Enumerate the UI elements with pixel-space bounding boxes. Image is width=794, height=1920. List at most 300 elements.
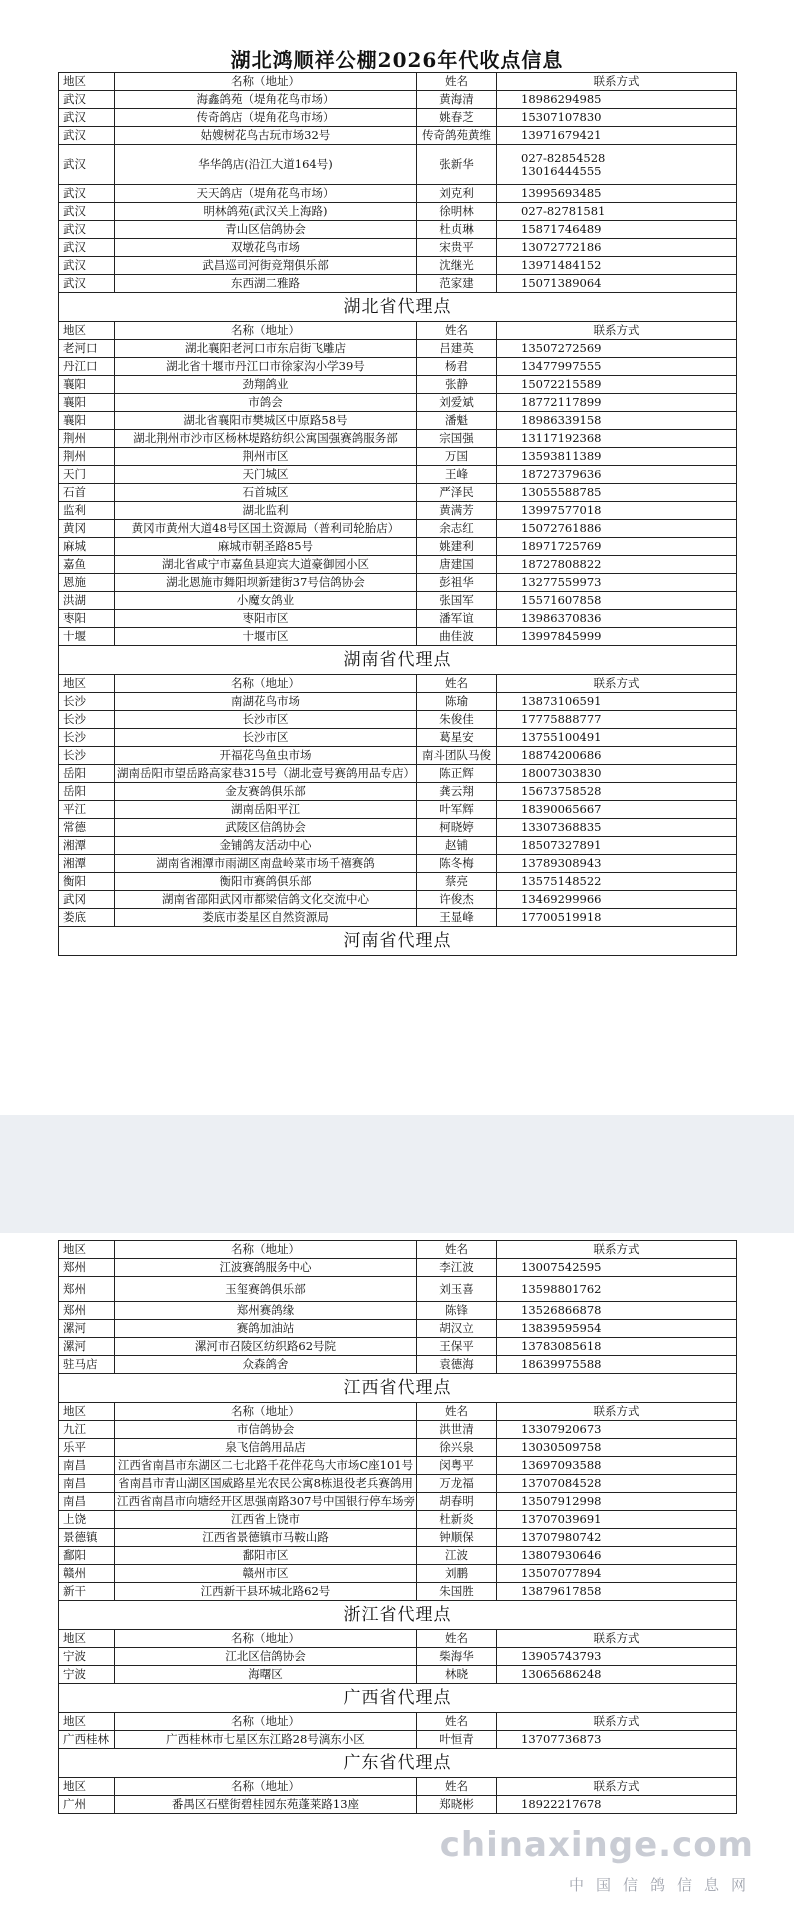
region-cell: 武冈: [59, 891, 115, 909]
table-row: [59, 1666, 737, 1684]
column-header: 地区: [59, 1713, 115, 1731]
contact-name-cell: 宋贵平: [417, 239, 497, 257]
phone-cell: 18390065667: [497, 801, 737, 819]
address-cell: 金铺鸽友活动中心: [115, 837, 417, 855]
table-row: [59, 729, 737, 747]
table-row: [59, 1439, 737, 1457]
phone-cell: 13707980742: [497, 1529, 737, 1547]
phone-cell: 13007542595: [497, 1259, 737, 1277]
column-header: 姓名: [417, 73, 497, 91]
phone-cell: 13789308943: [497, 855, 737, 873]
table-row: [59, 801, 737, 819]
table-row: [59, 145, 737, 185]
contact-name-cell: 姚建利: [417, 538, 497, 556]
table-row: [59, 610, 737, 628]
address-cell: 湖南省邵阳武冈市都梁信鸽文化交流中心: [115, 891, 417, 909]
address-cell: 华华鸽店(沿江大道164号): [115, 145, 417, 185]
address-cell: 湖北荆州市沙市区杨林堤路纺织公寓国强赛鸽服务部: [115, 430, 417, 448]
region-cell: 赣州: [59, 1565, 115, 1583]
region-cell: 老河口: [59, 340, 115, 358]
contact-name-cell: 万国: [417, 448, 497, 466]
table-row: [59, 711, 737, 729]
region-cell: 漯河: [59, 1320, 115, 1338]
phone-cell: 13986370836: [497, 610, 737, 628]
phone-cell: 13707736873: [497, 1731, 737, 1749]
phone-cell: 18874200686: [497, 747, 737, 765]
section-heading-row: [59, 1374, 737, 1403]
contact-name-cell: 彭祖华: [417, 574, 497, 592]
table-row: [59, 358, 737, 376]
phone-cell: 15071389064: [497, 275, 737, 293]
page-gap: [0, 1115, 794, 1233]
table-row: [59, 1277, 737, 1302]
address-cell: 麻城市朝圣路85号: [115, 538, 417, 556]
region-cell: 长沙: [59, 711, 115, 729]
phone-cell: 15673758528: [497, 783, 737, 801]
contact-name-cell: 王显峰: [417, 909, 497, 927]
address-cell: 南湖花鸟市场: [115, 693, 417, 711]
phone-cell: 027-82854528 13016444555: [497, 145, 737, 185]
table-row: [59, 1796, 737, 1814]
table-row: [59, 412, 737, 430]
region-cell: 郑州: [59, 1302, 115, 1320]
region-cell: 武汉: [59, 203, 115, 221]
table-row: [59, 109, 737, 127]
table-row: [59, 538, 737, 556]
column-header: 地区: [59, 73, 115, 91]
region-cell: 广西桂林: [59, 1731, 115, 1749]
region-cell: 荆州: [59, 448, 115, 466]
contact-name-cell: 传奇鸽苑黄维: [417, 127, 497, 145]
region-cell: 长沙: [59, 729, 115, 747]
region-cell: 衡阳: [59, 873, 115, 891]
contact-name-cell: 余志红: [417, 520, 497, 538]
address-cell: 武昌巡司河街竞翔俱乐部: [115, 257, 417, 275]
table-row: [59, 466, 737, 484]
header-row: [59, 1630, 737, 1648]
address-cell: 漯河市召陵区纺织路62号院: [115, 1338, 417, 1356]
phone-cell: 15072761886: [497, 520, 737, 538]
contact-name-cell: 宗国强: [417, 430, 497, 448]
region-cell: 黄冈: [59, 520, 115, 538]
region-cell: 常德: [59, 819, 115, 837]
region-cell: 漯河: [59, 1338, 115, 1356]
phone-cell: 15871746489: [497, 221, 737, 239]
table-row: [59, 1356, 737, 1374]
phone-cell: 13873106591: [497, 693, 737, 711]
contact-name-cell: 刘玉喜: [417, 1277, 497, 1302]
column-header: 地区: [59, 1403, 115, 1421]
region-cell: 上饶: [59, 1511, 115, 1529]
address-cell: 郑州赛鸽缘: [115, 1302, 417, 1320]
phone-cell: 13971679421: [497, 127, 737, 145]
region-cell: 宁波: [59, 1666, 115, 1684]
contact-name-cell: 林晓: [417, 1666, 497, 1684]
region-cell: 武汉: [59, 257, 115, 275]
phone-cell: 13598801762: [497, 1277, 737, 1302]
contact-name-cell: 王峰: [417, 466, 497, 484]
address-cell: 海曙区: [115, 1666, 417, 1684]
contact-name-cell: 徐兴泉: [417, 1439, 497, 1457]
table-row: [59, 574, 737, 592]
region-cell: 丹江口: [59, 358, 115, 376]
table-row: [59, 484, 737, 502]
phone-cell: 18727808822: [497, 556, 737, 574]
contact-name-cell: 叶军辉: [417, 801, 497, 819]
column-header: 联系方式: [497, 1778, 737, 1796]
table-row: [59, 1648, 737, 1666]
address-cell: 衡阳市赛鸽俱乐部: [115, 873, 417, 891]
region-cell: 长沙: [59, 693, 115, 711]
address-cell: 泉飞信鸽用品店: [115, 1439, 417, 1457]
address-cell: 长沙市区: [115, 711, 417, 729]
region-cell: 娄底: [59, 909, 115, 927]
table-row: [59, 1338, 737, 1356]
region-cell: 岳阳: [59, 765, 115, 783]
address-cell: 天天鸽店（堤角花鸟市场）: [115, 185, 417, 203]
contact-name-cell: 陈锋: [417, 1302, 497, 1320]
region-cell: 乐平: [59, 1439, 115, 1457]
contact-name-cell: 黄海清: [417, 91, 497, 109]
collection-points-table-2: [58, 1240, 737, 1814]
page-two: [0, 1233, 794, 1920]
region-cell: 长沙: [59, 747, 115, 765]
region-cell: 平江: [59, 801, 115, 819]
address-cell: 黄冈市黄州大道48号区国土资源局（普利司轮胎店）: [115, 520, 417, 538]
region-cell: 湘潭: [59, 855, 115, 873]
region-cell: 天门: [59, 466, 115, 484]
contact-name-cell: 龚云翔: [417, 783, 497, 801]
column-header: 名称（地址）: [115, 1630, 417, 1648]
table-row: [59, 203, 737, 221]
column-header: 姓名: [417, 1630, 497, 1648]
region-cell: 洪湖: [59, 592, 115, 610]
phone-cell: 13707084528: [497, 1475, 737, 1493]
contact-name-cell: 胡春明: [417, 1493, 497, 1511]
table-row: [59, 1302, 737, 1320]
column-header: 名称（地址）: [115, 322, 417, 340]
contact-name-cell: 郑晓彬: [417, 1796, 497, 1814]
column-header: 联系方式: [497, 675, 737, 693]
address-cell: 番禺区石壁街碧桂园东苑蓬莱路13座: [115, 1796, 417, 1814]
contact-name-cell: 唐建国: [417, 556, 497, 574]
address-cell: 湖北监利: [115, 502, 417, 520]
phone-cell: 13507077894: [497, 1565, 737, 1583]
phone-cell: 13030509758: [497, 1439, 737, 1457]
contact-name-cell: 曲佳波: [417, 628, 497, 646]
address-cell: 赣州市区: [115, 1565, 417, 1583]
table-row: [59, 747, 737, 765]
region-cell: 石首: [59, 484, 115, 502]
region-cell: 麻城: [59, 538, 115, 556]
contact-name-cell: 陈正辉: [417, 765, 497, 783]
region-cell: 监利: [59, 502, 115, 520]
address-cell: 玉玺赛鸽俱乐部: [115, 1277, 417, 1302]
address-cell: 湖北省咸宁市嘉鱼县迎宾大道豪御园小区: [115, 556, 417, 574]
header-row: [59, 1241, 737, 1259]
table-row: [59, 502, 737, 520]
contact-name-cell: 赵铺: [417, 837, 497, 855]
contact-name-cell: 严泽民: [417, 484, 497, 502]
address-cell: 天门城区: [115, 466, 417, 484]
phone-cell: 18772117899: [497, 394, 737, 412]
region-cell: 郑州: [59, 1259, 115, 1277]
phone-cell: 13469299966: [497, 891, 737, 909]
region-cell: 九江: [59, 1421, 115, 1439]
contact-name-cell: 刘鹏: [417, 1565, 497, 1583]
region-cell: 武汉: [59, 109, 115, 127]
contact-name-cell: 朱俊佳: [417, 711, 497, 729]
contact-name-cell: 李江波: [417, 1259, 497, 1277]
region-cell: 武汉: [59, 185, 115, 203]
address-cell: 湖南省湘潭市雨湖区南盘岭菜市场千禧赛鸽: [115, 855, 417, 873]
contact-name-cell: 陈冬梅: [417, 855, 497, 873]
column-header: 名称（地址）: [115, 1241, 417, 1259]
contact-name-cell: 陈瑜: [417, 693, 497, 711]
table-row: [59, 340, 737, 358]
section-heading-row: [59, 927, 737, 956]
table-row: [59, 1259, 737, 1277]
address-cell: 湖北襄阳老河口市东启街飞雕店: [115, 340, 417, 358]
phone-cell: 13307920673: [497, 1421, 737, 1439]
column-header: 姓名: [417, 1241, 497, 1259]
phone-cell: 13526866878: [497, 1302, 737, 1320]
column-header: 联系方式: [497, 322, 737, 340]
phone-cell: 18507327891: [497, 837, 737, 855]
address-cell: 荆州市区: [115, 448, 417, 466]
address-cell: 娄底市娄星区自然资源局: [115, 909, 417, 927]
watermark-site-name: 中国信鸽信息网: [568, 1876, 758, 1894]
contact-name-cell: 杜贞琳: [417, 221, 497, 239]
contact-name-cell: 江波: [417, 1547, 497, 1565]
column-header: 姓名: [417, 675, 497, 693]
collection-points-table-1: [58, 72, 737, 956]
section-heading-row: [59, 1601, 737, 1630]
column-header: 联系方式: [497, 73, 737, 91]
phone-cell: 13697093588: [497, 1457, 737, 1475]
contact-name-cell: 王保平: [417, 1338, 497, 1356]
address-cell: 鄱阳市区: [115, 1547, 417, 1565]
section-heading: 广东省代理点: [59, 1749, 737, 1778]
address-cell: 十堰市区: [115, 628, 417, 646]
address-cell: 传奇鸽店（堤角花鸟市场）: [115, 109, 417, 127]
table-row: [59, 783, 737, 801]
phone-cell: 13065686248: [497, 1666, 737, 1684]
phone-cell: 13783085618: [497, 1338, 737, 1356]
table-row: [59, 556, 737, 574]
column-header: 地区: [59, 1630, 115, 1648]
header-row: [59, 322, 737, 340]
region-cell: 襄阳: [59, 376, 115, 394]
section-heading-row: [59, 293, 737, 322]
address-cell: 湖北省十堰市丹江口市徐家沟小学39号: [115, 358, 417, 376]
table-row: [59, 394, 737, 412]
section-heading: 浙江省代理点: [59, 1601, 737, 1630]
contact-name-cell: 闵粤平: [417, 1457, 497, 1475]
contact-name-cell: 万龙福: [417, 1475, 497, 1493]
address-cell: 广西桂林市七星区东江路28号漓东小区: [115, 1731, 417, 1749]
phone-cell: 13995693485: [497, 185, 737, 203]
table-row: [59, 1529, 737, 1547]
column-header: 姓名: [417, 322, 497, 340]
region-cell: 宁波: [59, 1648, 115, 1666]
table-row: [59, 1475, 737, 1493]
region-cell: 嘉鱼: [59, 556, 115, 574]
address-cell: 江西省上饶市: [115, 1511, 417, 1529]
table-row: [59, 873, 737, 891]
contact-name-cell: 朱国胜: [417, 1583, 497, 1601]
column-header: 联系方式: [497, 1241, 737, 1259]
contact-name-cell: 叶恒青: [417, 1731, 497, 1749]
section-heading: 广西省代理点: [59, 1684, 737, 1713]
section-heading-row: [59, 646, 737, 675]
phone-cell: 13072772186: [497, 239, 737, 257]
region-cell: 驻马店: [59, 1356, 115, 1374]
phone-cell: 13507912998: [497, 1493, 737, 1511]
header-row: [59, 1778, 737, 1796]
region-cell: 鄱阳: [59, 1547, 115, 1565]
address-cell: 劲翔鸽业: [115, 376, 417, 394]
region-cell: 武汉: [59, 221, 115, 239]
region-cell: 武汉: [59, 127, 115, 145]
table-row: [59, 592, 737, 610]
table-row: [59, 819, 737, 837]
column-header: 地区: [59, 1241, 115, 1259]
phone-cell: 18639975588: [497, 1356, 737, 1374]
address-cell: 小魔女鸽业: [115, 592, 417, 610]
region-cell: 十堰: [59, 628, 115, 646]
column-header: 姓名: [417, 1778, 497, 1796]
address-cell: 湖南岳阳市望岳路高家巷315号（湖北壹号赛鸽用品专店）: [115, 765, 417, 783]
phone-cell: 18986294985: [497, 91, 737, 109]
address-cell: 青山区信鸽协会: [115, 221, 417, 239]
region-cell: 岳阳: [59, 783, 115, 801]
table-row: [59, 127, 737, 145]
table-row: [59, 1421, 737, 1439]
region-cell: 新干: [59, 1583, 115, 1601]
address-cell: 双墩花鸟市场: [115, 239, 417, 257]
table-row: [59, 693, 737, 711]
contact-name-cell: 范家建: [417, 275, 497, 293]
phone-cell: 18986339158: [497, 412, 737, 430]
table-row: [59, 257, 737, 275]
phone-cell: 13277559973: [497, 574, 737, 592]
column-header: 名称（地址）: [115, 1713, 417, 1731]
address-cell: 长沙市区: [115, 729, 417, 747]
address-cell: 海鑫鸽苑（堤角花鸟市场）: [115, 91, 417, 109]
region-cell: 襄阳: [59, 412, 115, 430]
region-cell: 武汉: [59, 239, 115, 257]
table-row: [59, 1731, 737, 1749]
address-cell: 江波赛鸽服务中心: [115, 1259, 417, 1277]
phone-cell: 15307107830: [497, 109, 737, 127]
region-cell: 湘潭: [59, 837, 115, 855]
address-cell: 东西湖二雅路: [115, 275, 417, 293]
phone-cell: 13755100491: [497, 729, 737, 747]
section-heading: 河南省代理点: [59, 927, 737, 956]
phone-cell: 13839595954: [497, 1320, 737, 1338]
address-cell: 江西省南昌市东湖区二七北路千花伴花鸟大市场C座101号: [115, 1457, 417, 1475]
address-cell: 江西省景德镇市马鞍山路: [115, 1529, 417, 1547]
table-row: [59, 1493, 737, 1511]
contact-name-cell: 南斗团队马俊: [417, 747, 497, 765]
table-row: [59, 1320, 737, 1338]
page-title: 湖北鸿顺祥公棚2026年代收点信息: [230, 48, 564, 72]
column-header: 联系方式: [497, 1630, 737, 1648]
table-row: [59, 628, 737, 646]
contact-name-cell: 黄满芳: [417, 502, 497, 520]
phone-cell: 18007303830: [497, 765, 737, 783]
address-cell: 湖北省襄阳市樊城区中原路58号: [115, 412, 417, 430]
column-header: 名称（地址）: [115, 73, 417, 91]
address-cell: 金友赛鸽俱乐部: [115, 783, 417, 801]
column-header: 姓名: [417, 1713, 497, 1731]
table-row: [59, 855, 737, 873]
address-cell: 湖北恩施市舞阳坝新建街37号信鸽协会: [115, 574, 417, 592]
contact-name-cell: 张新华: [417, 145, 497, 185]
region-cell: 南昌: [59, 1475, 115, 1493]
table-row: [59, 1583, 737, 1601]
column-header: 名称（地址）: [115, 1778, 417, 1796]
phone-cell: 13307368835: [497, 819, 737, 837]
table-row: [59, 765, 737, 783]
address-cell: 江北区信鸽协会: [115, 1648, 417, 1666]
phone-cell: 13807930646: [497, 1547, 737, 1565]
contact-name-cell: 洪世清: [417, 1421, 497, 1439]
section-heading-row: [59, 1684, 737, 1713]
address-cell: 市信鸽协会: [115, 1421, 417, 1439]
phone-cell: 13997577018: [497, 502, 737, 520]
address-cell: 明林鸽苑(武汉关上海路): [115, 203, 417, 221]
address-cell: 赛鸽加油站: [115, 1320, 417, 1338]
phone-cell: 13971484152: [497, 257, 737, 275]
table-row: [59, 891, 737, 909]
region-cell: 南昌: [59, 1493, 115, 1511]
phone-cell: 18971725769: [497, 538, 737, 556]
contact-name-cell: 葛星安: [417, 729, 497, 747]
region-cell: 荆州: [59, 430, 115, 448]
section-heading: 湖北省代理点: [59, 293, 737, 322]
contact-name-cell: 刘爱斌: [417, 394, 497, 412]
column-header: 名称（地址）: [115, 1403, 417, 1421]
address-cell: 市鸽会: [115, 394, 417, 412]
contact-name-cell: 张静: [417, 376, 497, 394]
address-cell: 姑嫂树花鸟古玩市场32号: [115, 127, 417, 145]
contact-name-cell: 潘军谊: [417, 610, 497, 628]
phone-cell: 18727379636: [497, 466, 737, 484]
section-heading-row: [59, 1749, 737, 1778]
address-cell: 江西省南昌市向塘经开区思强南路307号中国银行停车场旁: [115, 1493, 417, 1511]
table-row: [59, 448, 737, 466]
table-row: [59, 520, 737, 538]
address-cell: 湖南岳阳平江: [115, 801, 417, 819]
contact-name-cell: 张国军: [417, 592, 497, 610]
contact-name-cell: 刘克利: [417, 185, 497, 203]
table-row: [59, 1457, 737, 1475]
region-cell: 武汉: [59, 91, 115, 109]
column-header: 联系方式: [497, 1403, 737, 1421]
region-cell: 枣阳: [59, 610, 115, 628]
contact-name-cell: 蔡亮: [417, 873, 497, 891]
header-row: [59, 73, 737, 91]
phone-cell: 13117192368: [497, 430, 737, 448]
table-row: [59, 1511, 737, 1529]
phone-cell: 13997845999: [497, 628, 737, 646]
phone-cell: 15072215589: [497, 376, 737, 394]
address-cell: 开福花鸟鱼虫市场: [115, 747, 417, 765]
section-heading: 江西省代理点: [59, 1374, 737, 1403]
contact-name-cell: 钟顺保: [417, 1529, 497, 1547]
